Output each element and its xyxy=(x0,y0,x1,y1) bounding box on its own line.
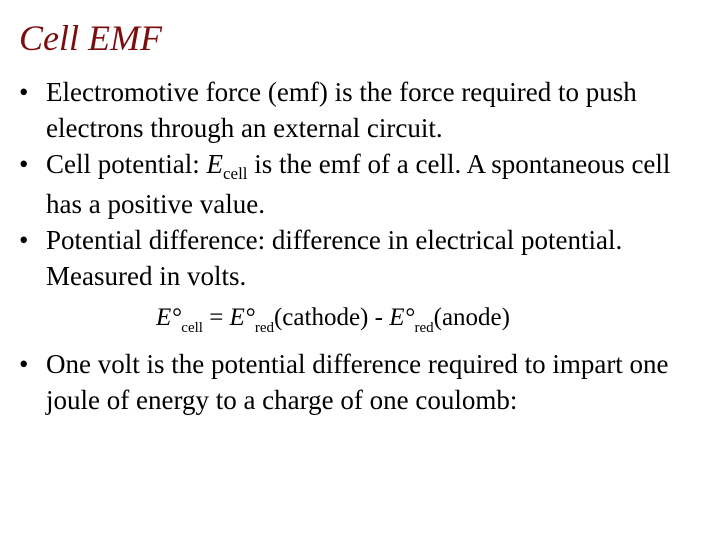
eq-term2-argument: (anode) xyxy=(433,304,510,331)
eq-term1-symbol: E° xyxy=(229,304,255,331)
eq-equals: = xyxy=(202,304,230,331)
bullet-text-part-a: Cell potential: xyxy=(46,149,207,179)
bullet-item-one-volt xyxy=(0,346,696,418)
eq-lhs-subscript: cell xyxy=(181,320,203,336)
eq-minus: - xyxy=(368,304,390,331)
bullet-item-emf xyxy=(0,74,696,146)
bullet-dot: • xyxy=(19,77,29,107)
eq-term2-symbol: E° xyxy=(389,304,415,331)
bullet-text: Electromotive force (emf) is the force required to push electrons through an external circuit. xyxy=(46,77,637,143)
eq-lhs-symbol: E° xyxy=(156,304,182,331)
bullet-dot: • xyxy=(19,225,29,255)
bullet-item-potential-difference xyxy=(0,222,696,294)
symbol-subscript: cell xyxy=(222,164,248,183)
bullet-text-part-b: is the emf of a cell. A spontaneous cell has a positive value. xyxy=(46,149,671,219)
bullet-dot: • xyxy=(19,149,29,179)
eq-term1-subscript: red xyxy=(254,320,274,336)
bullet-text: Potential difference: difference in electrical potential. Measured in volts. xyxy=(46,225,623,291)
cell-potential-equation xyxy=(0,300,720,339)
symbol-e: E xyxy=(206,149,223,179)
eq-term1-argument: (cathode) xyxy=(273,304,369,331)
bullet-text: One volt is the potential difference required to impart one joule of energy to a charge of one coulomb: xyxy=(46,349,669,415)
bullet-list xyxy=(0,74,720,418)
slide-title: Cell EMF xyxy=(19,18,162,58)
eq-term2-subscript: red xyxy=(414,320,434,336)
bullet-dot: • xyxy=(19,349,29,379)
bullet-item-cell-potential xyxy=(0,146,696,222)
